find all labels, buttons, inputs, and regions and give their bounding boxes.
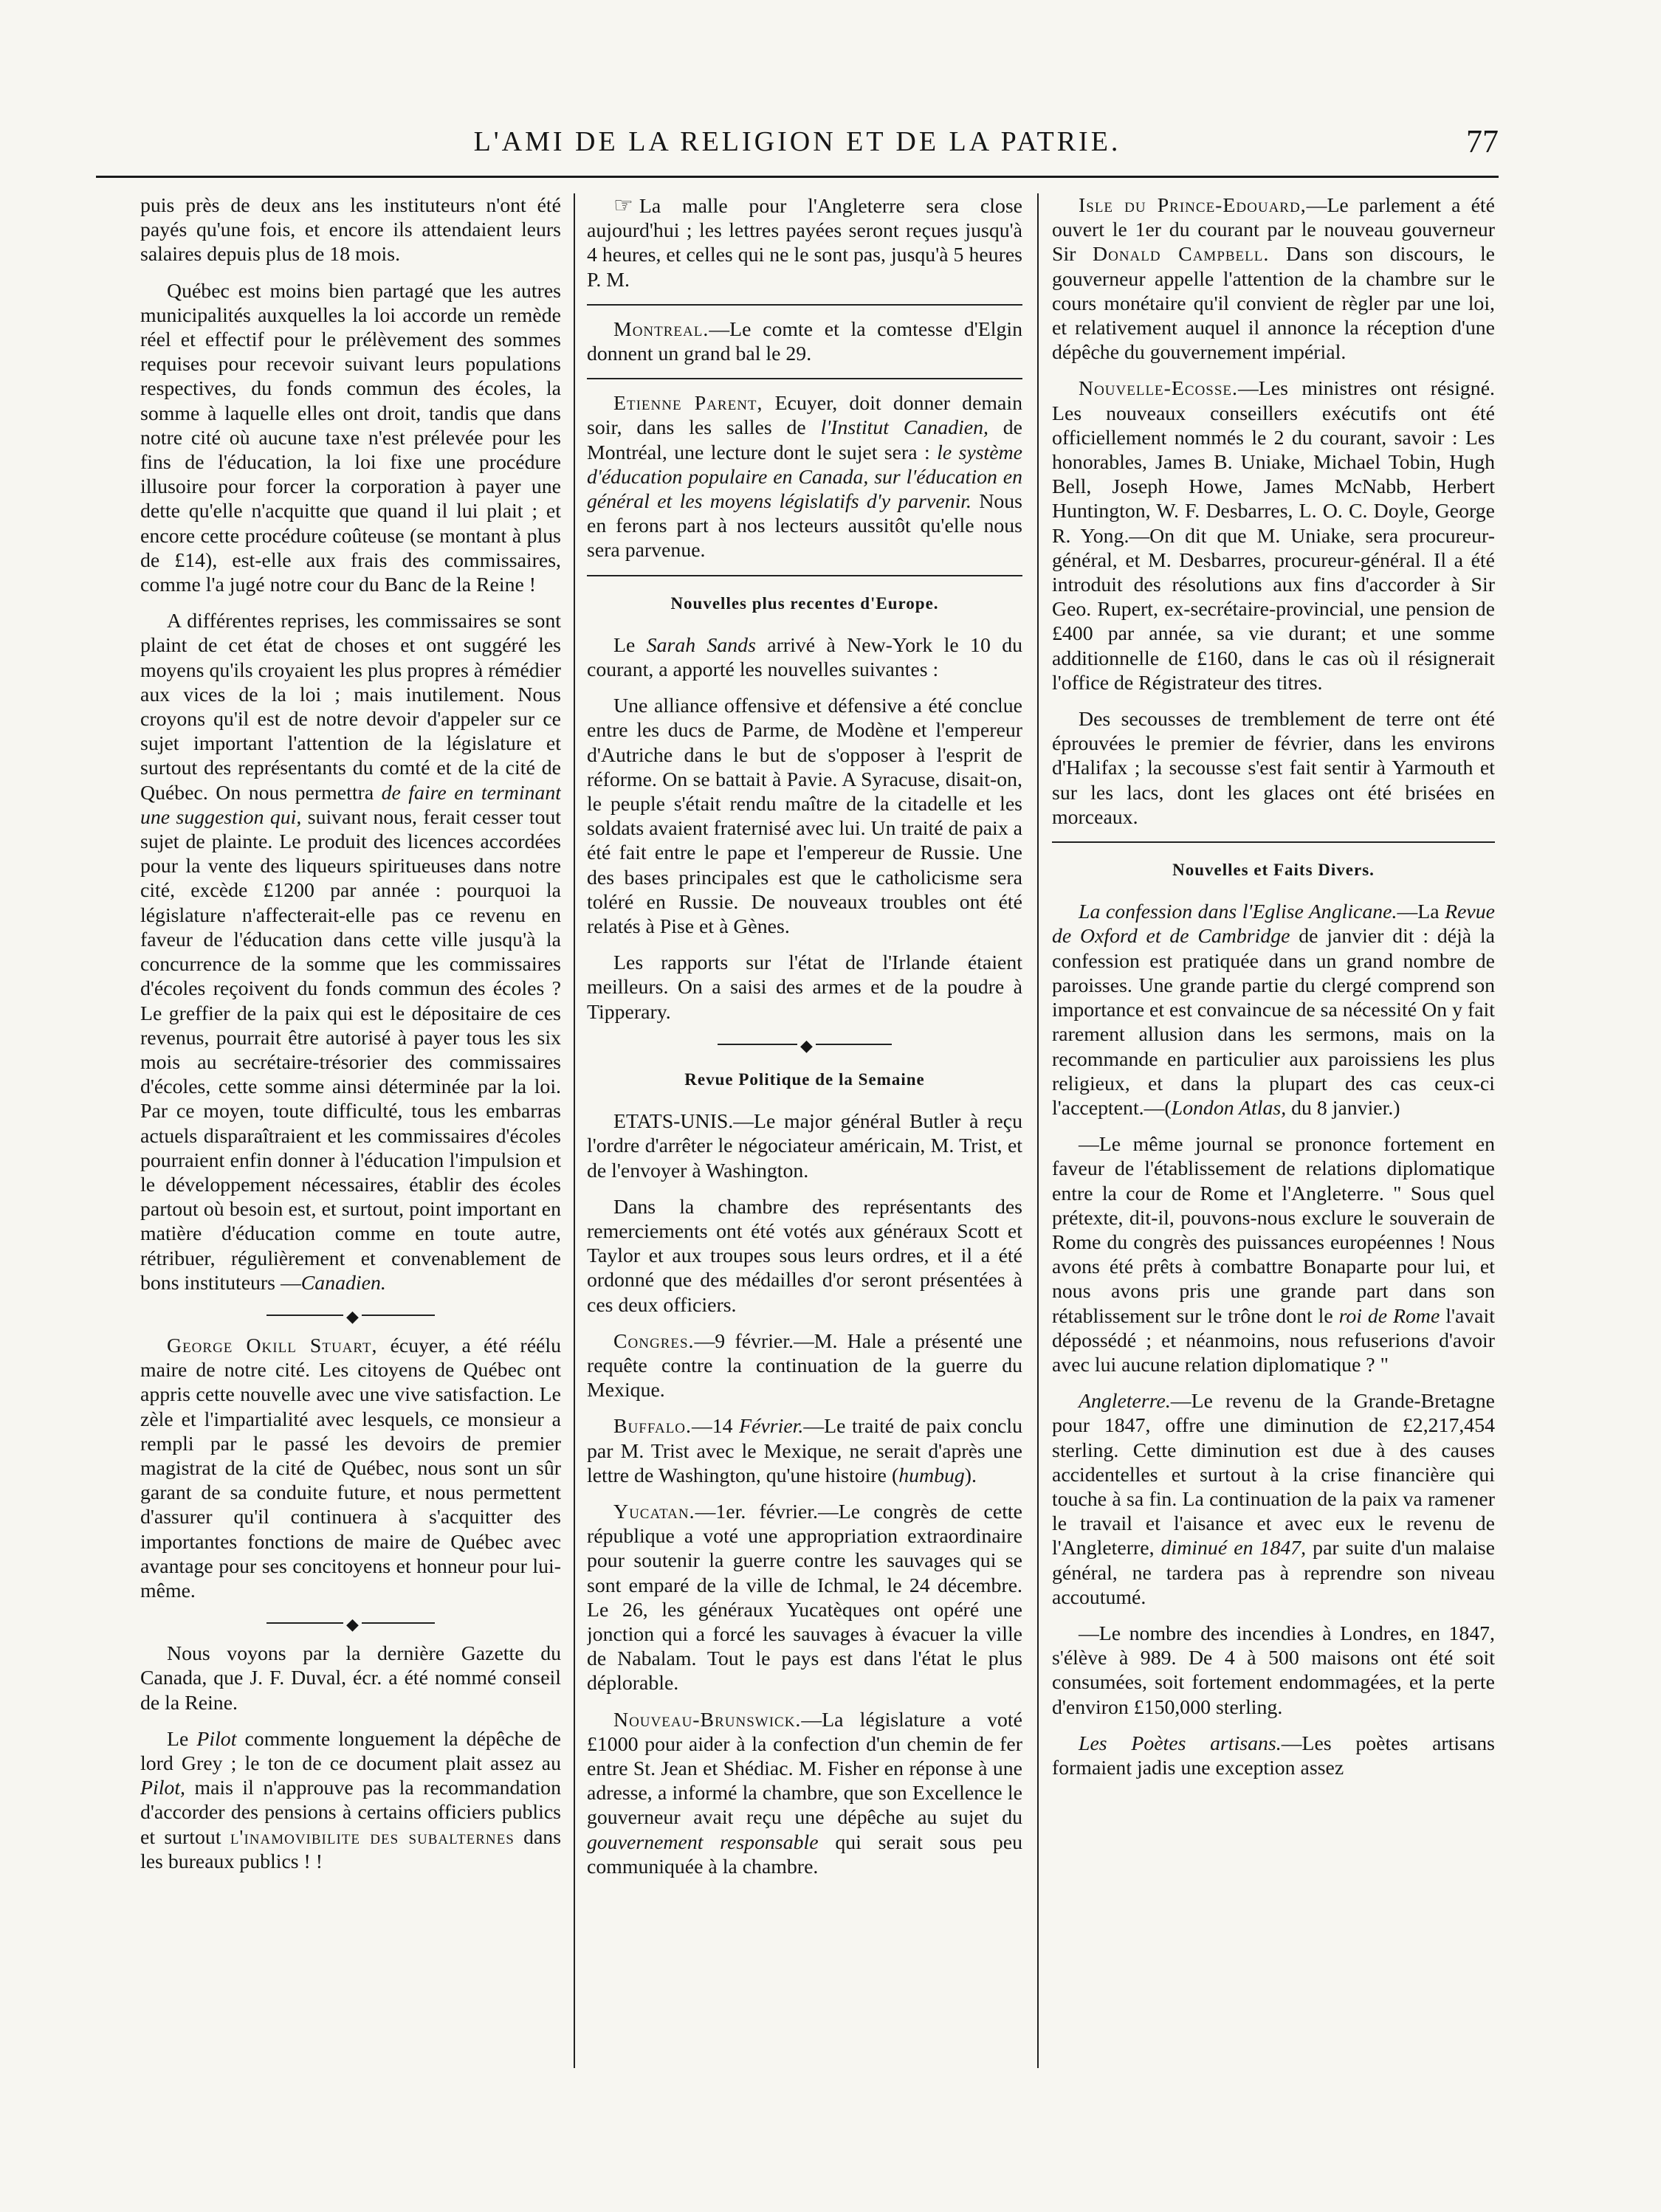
paragraph: Des secousses de tremblement de terre ont été éprouvées le premier de février, dans les environs d'Halifax ; la secousse s'est fait sentir à Yarmouth et sur les lacs, dont les glaces ont été brisées en morceaux. [1052,708,1495,829]
divider [587,378,1022,379]
paragraph: ☞ La malle pour l'Angleterre sera close aujourd'hui ; les lettres payées seront reçues jusqu'à 4 heures, et celles qui ne le sont pas, jusqu'à 5 heures P. M. [587,193,1022,292]
paragraph: ETATS-UNIS.—Le major général Butler à reçu l'ordre d'arrêter le négociateur américain, M. Trist, et de l'envoyer à Washington. [587,1110,1022,1182]
paragraph: Isle du Prince-Edouard,—Le parlement a été ouvert le 1er du courant par le nouveau gouverneur Sir Donald Campbell. Dans son discours, le gouverneur appelle l'attention de la chambre sur le cours monétaire qu'il convient de règler par une loi, et relativement auquel il annonce la réception d'une dépêche du gouvernement impérial. [1052,194,1495,365]
divider [587,304,1022,306]
section-heading: Nouvelles et Faits Divers. [1172,861,1375,880]
paragraph: Nouvelle-Ecosse.—Les ministres ont résigné. Les nouveaux conseillers exécutifs ont été officiellement nommés le 2 du courant, savoir : Les honorables, James B. Uniake, Michael Tobin, Hugh Bell, Joseph Howe, James McNabb, Herbert Huntington, W. F. Desbarres, L. O. C. Doyle, George R. Yong.—On dit que M. Uniake, sera procureur-général, et M. Desbarres, procureur-général. Il a été introduit des résolutions aux fins d'accorder à Sir Geo. Rupert, ex-secrétaire-provincial, une pension de £400 par année, sa vie durant; et une somme additionnelle de £160, dans le cas où il résignerait l'office de Régistrateur des titres. [1052,377,1495,695]
paragraph: Etienne Parent, Ecuyer, doit donner demain soir, dans les salles de l'Institut Canadien, de Montréal, une lecture dont le sujet sera : le système d'éducation populaire en Canada, sur l'éducation en général et les moyens législatifs d'y parvenir. Nous en ferons part à nos lecteurs aussitôt qu'elle nous sera parvenue. [587,392,1022,562]
paragraph: Le Sarah Sands arrivé à New-York le 10 du courant, a apporté les nouvelles suivantes : [587,633,1022,682]
column-rule-1 [574,193,575,2068]
column-3 [1052,193,1495,2068]
paragraph: Nouveau-Brunswick.—La législature a voté £1000 pour aider à la confection d'un chemin de fer entre St. Jean et Shédiac. M. Fisher en réponse à une adresse, a informé la chambre, que son Excellence le gouverneur avait reçu une dépêche au sujet du gouvernement responsable qui serait sous peu communiquée à la chambre. [587,1708,1022,1878]
divider [587,575,1022,576]
separator [140,1307,561,1323]
paragraph: Montreal.—Le comte et la comtesse d'Elgin donnent un grand bal le 29. [587,317,1022,366]
paragraph: A différentes reprises, les commissaires se sont plaint de cet état de choses et ont suggéré les moyens qu'ils croyaient les plus propres à rémédier aux vices de la loi ; mais inutilement. Nous croyons qu'il est de notre devoir d'appeler sur ce sujet important l'attention de la législature et surtout des représentants du comté et de la cité de Québec. On nous permettra de faire en terminant une suggestion qui, suivant nous, ferait cesser tout sujet de plainte. Le produit des licences accordées pour la vente des liqueurs spiritueuses dans notre cité, excède £1200 par année : pourquoi la législature n'affecterait-elle pas ce revenu en faveur de l'éducation dans cette ville jusqu'à la concurrence de la somme que les commissaires d'écoles reçoivent du fonds commun des écoles ? Le greffier de la paix qui est le dépositaire de ces revenus, pourrait être autorisé à payer tous les six mois au secrétaire-trésorier des commissaires d'écoles, cette somme ainsi déterminée par la loi. Par ce moyen, toute difficulté, tous les embarras actuels disparaîtraient et les commissaires d'écoles pourraient enfin donner à l'éducation l'impulsion et le développement nécessaires, établir des écoles partout où besoin est, et surtout, point important en matière d'éducation comme en toute autre, rétribuer, régulièrement et convenablement de bons instituteurs —Canadien. [140,610,561,1295]
pointing-hand-icon: ☞ [613,193,633,218]
paragraph: Angleterre.—Le revenu de la Grande-Bretagne pour 1847, offre une diminution de £2,217,454 sterling. Cette diminution est due à des causes accidentelles et surtout à la crise financière qui touche à sa fin. La continuation de la paix va ramener le travail et l'aisance et avec eux le revenu de l'Angleterre, diminué en 1847, par suite d'un malaise général, ne tardera pas à reprendre son niveau accoutumé. [1052,1390,1495,1609]
paragraph: Dans la chambre des représentants des remerciements ont été votés aux généraux Scott et Taylor et aux troupes sous leurs ordres, et il a été ordonné que des médailles d'or seront présentées à ces deux officiers. [587,1195,1022,1317]
page-number: 77 [1466,123,1499,159]
column-1 [140,193,561,2068]
paragraph: puis près de deux ans les instituteurs n'ont été payés qu'une fois, et encore ils attendaient leurs salaires depuis plus de 18 mois. [140,194,561,266]
separator [140,1615,561,1631]
paragraph: Yucatan.—1er. février.—Le congrès de cette république a voté une appropriation extraordinaire pour soutenir la guerre contre les sauvages qui se sont emparé de la ville de Ichmal, le 24 décembre. Le 26, les généraux Yucatèques ont opéré une jonction qui a forcé les sauvages à évacuer la ville de Nabalam. Tout le pays est dans l'état le plus déplorable. [587,1500,1022,1695]
page-header [96,111,1499,178]
paragraph: Les rapports sur l'état de l'Irlande étaient meilleurs. On a saisi des armes et de la poudre à Tipperary. [587,951,1022,1024]
paragraph: Nous voyons par la dernière Gazette du Canada, que J. F. Duval, écr. a été nommé conseil de la Reine. [140,1642,561,1715]
section-heading: Revue Politique de la Semaine [684,1069,925,1089]
running-title: L'AMI DE LA RELIGION ET DE LA PATRIE. [473,126,1121,157]
paragraph: George Okill Stuart, écuyer, a été réélu maire de notre cité. Les citoyens de Québec ont appris cette nouvelle avec une vive satisfaction. Le zèle et l'impartialité avec lesquels, ce monsieur a rempli par le passé les devoirs de premier magistrat de la cité de Québec, nous sont un sûr garant de sa conduite future, et nous permettent d'assurer qu'il continuera à s'acquitter des importantes fonctions de maire de Québec avec avantage pour ses concitoyens et honneur pour lui-même. [140,1334,561,1602]
paragraph: Une alliance offensive et défensive a été conclue entre les ducs de Parme, de Modène et l'empereur d'Autriche dans le but de s'opposer à l'esprit de réforme. On se battait à Pavie. A Syracuse, disait-on, le peuple s'était rendu maître de la citadelle et les soldats avaient fraternisé avec lui. Un traité de paix a été fait entre le pape et l'empereur de Russie. Une des bases principales est que le catholicisme sera toléré en Russie. De nouveaux troubles ont été relatés à Pise et à Gènes. [587,695,1022,939]
column-rule-2 [1037,193,1039,2068]
divider [1052,841,1495,843]
paragraph: Buffalo.—14 Février.—Le traité de paix conclu par M. Trist avec le Mexique, ne serait d'après une lettre de Washington, qu'une histoire (humbug). [587,1415,1022,1487]
section-heading: Nouvelles plus recentes d'Europe. [670,593,939,613]
column-2 [587,193,1022,2068]
paragraph: —Le même journal se prononce fortement en faveur de l'établissement de relations diplomatique entre la cour de Rome et l'Angleterre. " Sous quel prétexte, dit-il, pouvons-nous exclure le souverain de Rome du congrès des puissances européennes ! Nous avons été prêts à combattre Bonaparte pour lui, et nous avons pris une grande part dans son rétablissement sur le trône dont le roi de Rome l'avait dépossédé ; et néanmoins, nous refuserions d'avoir avec lui aucune relation diplomatique ? " [1052,1133,1495,1377]
paragraph: —Le nombre des incendies à Londres, en 1847, s'élève à 989. De 4 à 500 maisons ont été soit consumées, soit fortement endommagées, et la perte d'environ £150,000 sterling. [1052,1622,1495,1719]
paragraph: Les Poètes artisans.—Les poètes artisans formaient jadis une exception assez [1052,1732,1495,1779]
paragraph: Congres.—9 février.—M. Hale a présenté une requête contre la continuation de la guerre du Mexique. [587,1329,1022,1402]
paragraph: Le Pilot commente longuement la dépêche de lord Grey ; le ton de ce document plait assez au Pilot, mais il n'approuve pas la recommandation d'accorder des pensions à certains officiers publics et surtout l'inamovibilite des subalternes dans les bureaux publics ! ! [140,1727,561,1873]
separator [587,1036,1022,1052]
paragraph: Québec est moins bien partagé que les autres municipalités auxquelles la loi accorde un remède réel et effectif pour le prélèvement des sommes requises pour recevoir suivant leurs populations respectives, du fonds commun des écoles, la somme à laquelle elles ont droit, tandis que dans notre cité où aucune taxe n'est prélevée pour les fins de l'éducation, la loi fixe une procédure illusoire pour forcer la corporation à payer une dette qu'elle n'acquitte que quand il lui plait ; et encore cette procédure coûteuse (se montant à plus de £14), est-elle aux frais des commissaires, comme l'a jugé notre cour du Banc de la Reine ! [140,279,561,597]
paragraph: La confession dans l'Eglise Anglicane.—La Revue de Oxford et de Cambridge de janvier dit : déjà la confession est pratiquée dans un grand nombre de paroisses. Une grande partie du clergé comprend son importance et est convaincue de sa nécessité On y fait rarement allusion dans les sermons, mais on la recommande en particulier aux paroissiens les plus religieux, et dans la plupart des cas ceux-ci l'acceptent.—(London Atlas, du 8 janvier.) [1052,900,1495,1120]
